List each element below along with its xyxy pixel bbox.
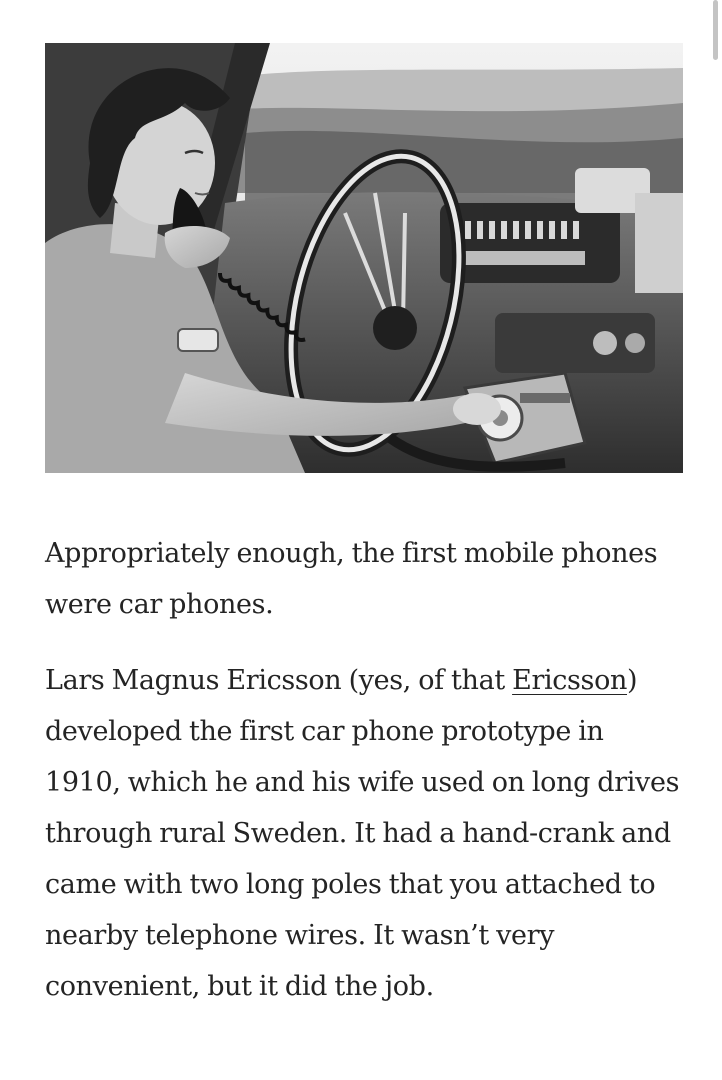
paragraph-ericsson xyxy=(45,655,685,1012)
ericsson-link[interactable]: Ericsson xyxy=(512,665,628,696)
paragraph-ericsson-text-start: Lars Magnus Ericsson (yes, of that xyxy=(45,665,513,696)
scrollbar[interactable] xyxy=(713,0,718,60)
car-phone-photo-illustration xyxy=(45,43,683,473)
paragraph-intro-text: Appropriately enough, the first mobile phones were car phones. xyxy=(45,538,658,620)
article-body xyxy=(45,528,685,1012)
paragraph-intro xyxy=(45,528,685,630)
paragraph-ericsson-text-end: ) developed the first car phone prototype in 1910, which he and his wife used on long drives through rural Sweden. It had a hand-crank and came with two long poles that you attached to nearby telephone wires. It wasn’t very convenient, but it did the job. xyxy=(45,665,680,1002)
article-photo xyxy=(45,43,683,473)
